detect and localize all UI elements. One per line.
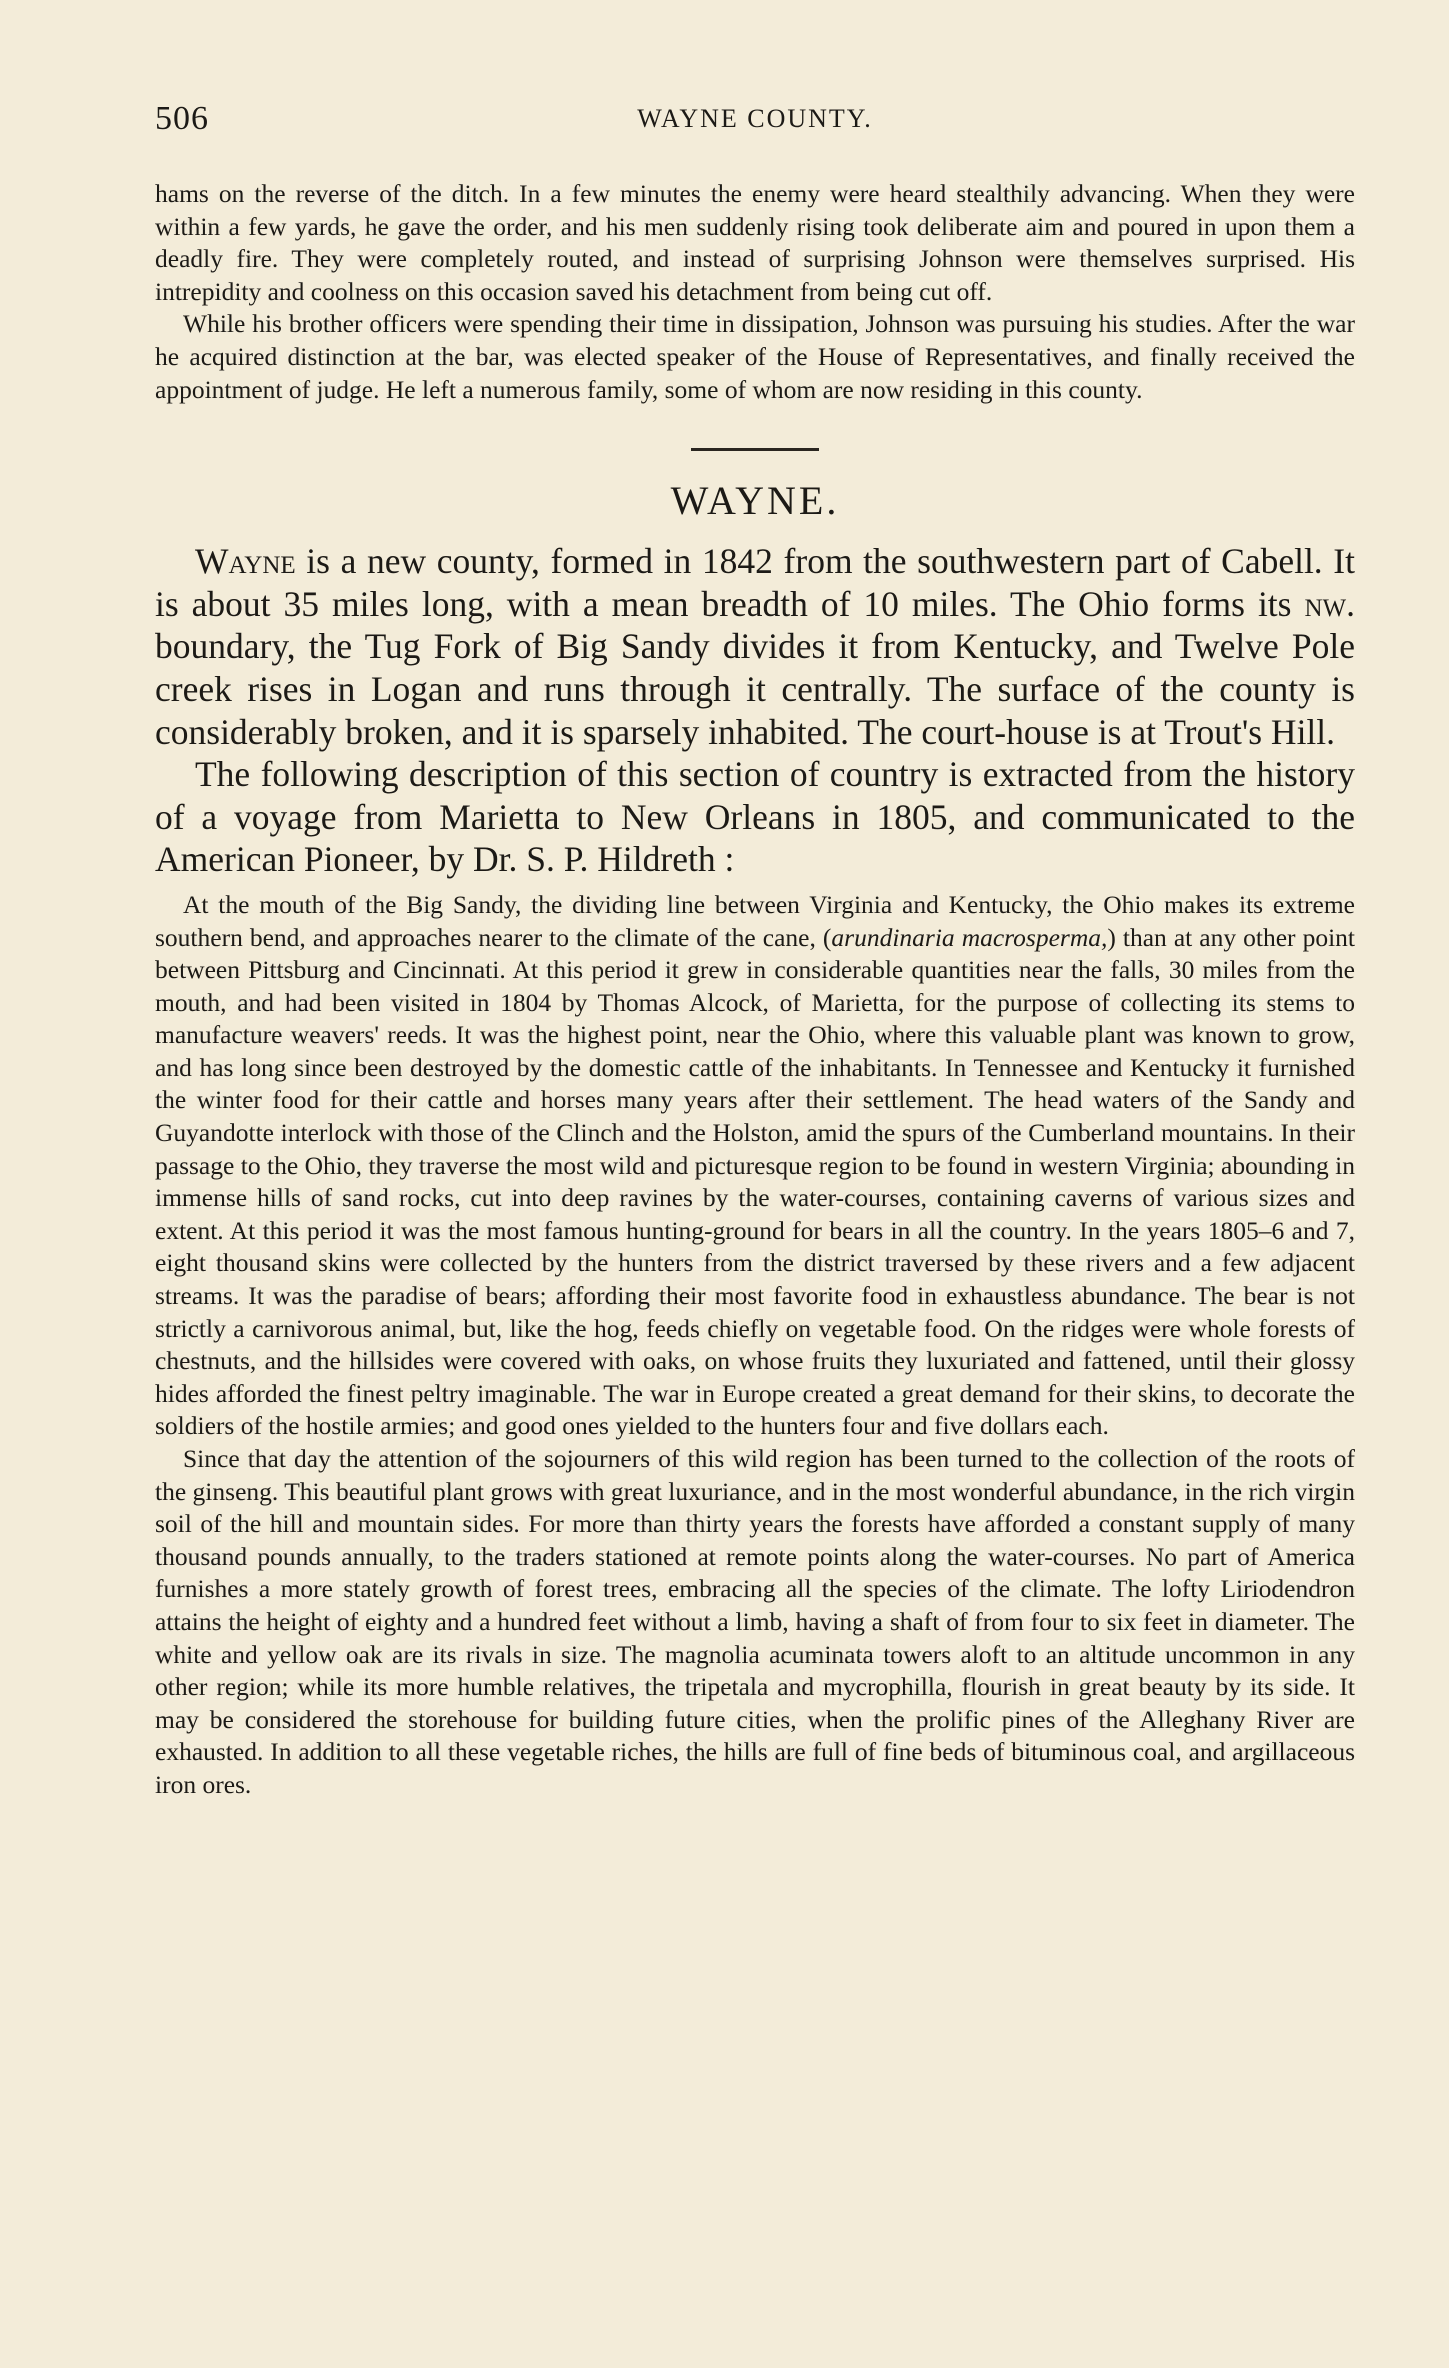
quote-p1-text-b: ) than at any other point between Pittsburg and Cincinnati. At this period it grew in considerable quantities near the falls, 30 miles from the mouth, and had been visited in 1804 by Thomas Alcock, of Marietta, for the purpose of collecting its stems to manufacture weavers' reeds. It was the highest point, near the Ohio, where this valuable plant was known to grow, and has long since been destroyed by the domestic cattle of the inhabitants. In Tennessee and Kentucky it furnished the winter food for their cattle and horses many years after their settlement. The head waters of the Sandy and Guyandotte interlock with those of the Clinch and the Holston, amid the spurs of the Cumberland mountains. In their passage to the Ohio, they traverse the most wild and picturesque region to be found in western Virginia; abounding in immense hills of sand rocks, cut into deep ravines by the water-courses, containing caverns of various sizes and extent. At this period it was the most famous hunting-ground for bears in all the country. In the years 1805–6 and 7, eight thousand skins were collected by the hunters from the district traversed by these rivers and a few adjacent streams. It was the paradise of bears; affording their most favorite food in exhaustless abundance. The bear is not strictly a carnivorous animal, but, like the hog, feeds chiefly on vegetable food. On the ridges were whole forests of chestnuts, and the hillsides were covered with oaks, on whose fruits they luxuriated and fattened, until their glossy hides afforded the finest peltry imaginable. The war in Europe created a great demand for their skins, to decorate the soldiers of the hostile armies; and good ones yielded to the hunters four and five dollars each. [155, 922, 1356, 1441]
book-page [155, 100, 1355, 1802]
quote-p1-italic: arundinaria macrosperma, [831, 922, 1108, 952]
quote-p1-text-a: At the mouth of the Big Sandy, the dividing line between Virginia and Kentucky, the Ohio makes its extreme southern bend, and approaches nearer to the climate of the cane, ( [155, 889, 1355, 952]
section-p1-abbr: nw. [1304, 583, 1355, 624]
quoted-description [155, 889, 1355, 1802]
quote-paragraph-1 [155, 889, 1355, 1443]
section-p1-text-b: boundary, the Tug Fork of Big Sandy divides it from Kentucky, and Twelve Pole creek rises in Logan and runs through it centrally. The surface of the county is considerably broken, and it is sparsely inhabited. The court-house is at Trout's Hill. [155, 626, 1355, 752]
section-paragraph-1 [155, 540, 1355, 753]
running-head [155, 100, 1355, 140]
quote-paragraph-2: Since that day the attention of the sojourners of this wild region has been turned to the collection of the roots of the ginseng. This beautiful plant grows with great luxuriance, and in the most wonderful abundance, in the rich virgin soil of the hill and mountain sides. For more than thirty years the forests have afforded a constant supply of many thousand pounds annually, to the traders stationed at remote points along the water-courses. No part of America furnishes a more stately growth of forest trees, embracing all the species of the climate. The lofty Liriodendron attains the height of eighty and a hundred feet without a limb, having a shaft of from four to six feet in diameter. The white and yellow oak are its rivals in size. The magnolia acuminata towers aloft to an altitude uncommon in any other region; while its more humble relatives, the tripetala and mycrophilla, flourish in great beauty by its side. It may be considered the storehouse for building future cities, when the prolific pines of the Alleghany River are exhausted. In addition to all these vegetable riches, the hills are full of fine beds of bituminous coal, and argillaceous iron ores. [155, 1444, 1355, 1799]
section-divider-rule [691, 448, 819, 451]
running-title: WAYNE COUNTY. [637, 104, 873, 133]
section-p1-text-a: is a new county, formed in 1842 from the southwestern part of Cabell. It is about 35 miles long, with a mean breadth of 10 miles. The Ohio forms its [155, 541, 1355, 624]
section-paragraph-2: The following description of this section of country is extracted from the history of a voyage from Marietta to New Orleans in 1805, and communicated to the American Pioneer, by Dr. S. P. Hildreth : [155, 754, 1355, 880]
section-title: WAYNE. [670, 478, 840, 524]
intro-paragraph-1: hams on the reverse of the ditch. In a few minutes the enemy were heard stealthily advancing. When they were within a few yards, he gave the order, and his men suddenly rising took deliberate aim and poured in upon them a deadly fire. They were completely routed, and instead of surprising Johnson were themselves surprised. His intrepidity and coolness on this occasion saved his detachment from being cut off. [155, 179, 1355, 306]
intro-paragraph-2: While his brother officers were spending their time in dissipation, Johnson was pursuing his studies. After the war he acquired distinction at the bar, was elected speaker of the House of Representatives, and finally received the appointment of judge. He left a numerous family, some of whom are now residing in this county. [155, 309, 1355, 404]
intro-text [155, 178, 1355, 406]
section-lead-word: Wayne [195, 541, 296, 582]
page-number: 506 [155, 100, 209, 137]
